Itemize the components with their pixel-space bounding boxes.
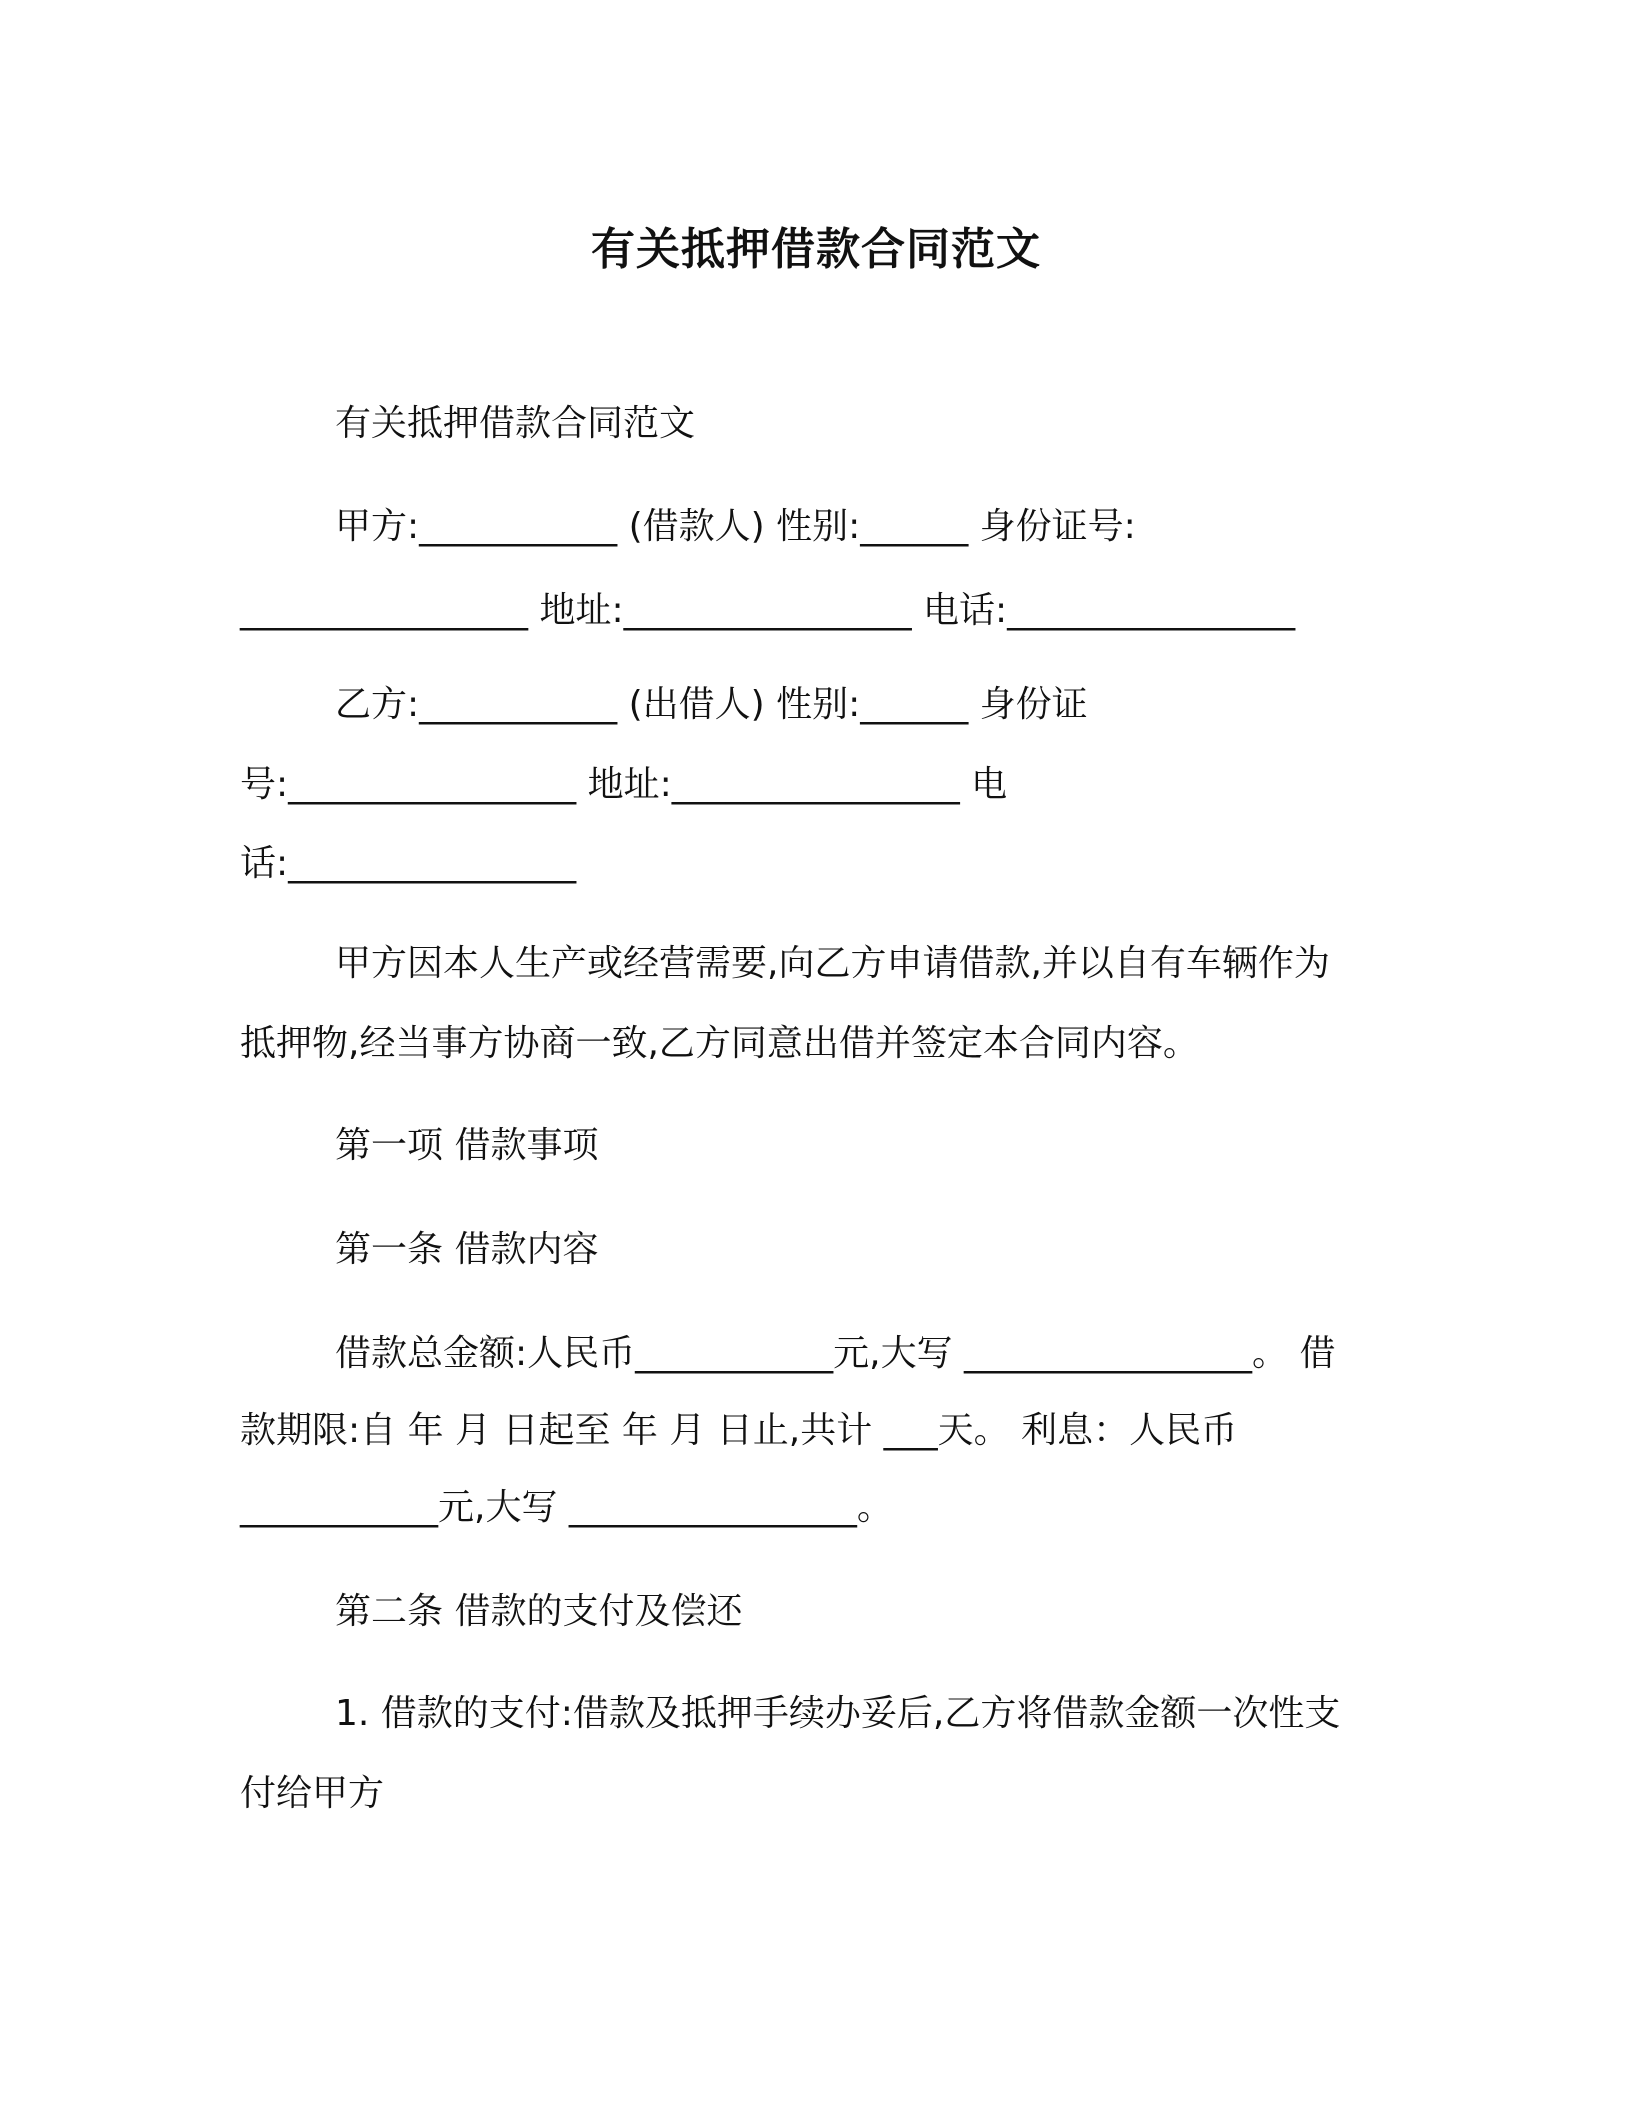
party-a-line-2: ________________ 地址:________________ 电话:________________ xyxy=(240,590,1296,631)
subtitle-line: 有关抵押借款合同范文 xyxy=(335,403,696,444)
party-b-line-3: 话:________________ xyxy=(240,843,577,884)
party-b-line-1: 乙方:___________ (出借人) 性别:______ 身份证 xyxy=(335,684,1088,725)
loan-amount-line-2: 款期限:自 年 月 日起至 年 月 日止,共计 ___天。 利息：人民币 xyxy=(240,1410,1238,1451)
article-heading-2: 第二条 借款的支付及偿还 xyxy=(335,1591,743,1632)
payment-clause-line-2: 付给甲方 xyxy=(240,1773,385,1814)
loan-amount-line-3: ___________元,大写 ________________。 xyxy=(240,1487,893,1528)
payment-clause-line-1: 1. 借款的支付:借款及抵押手续办妥后,乙方将借款金额一次性支 xyxy=(335,1693,1341,1734)
section-heading-1: 第一项 借款事项 xyxy=(335,1125,599,1166)
loan-amount-line-1: 借款总金额:人民币___________元,大写 ________________。 借 xyxy=(335,1333,1336,1374)
intro-paragraph-line-1: 甲方因本人生产或经营需要,向乙方申请借款,并以自有车辆作为 xyxy=(335,943,1330,984)
article-heading-1: 第一条 借款内容 xyxy=(335,1229,599,1270)
document-title: 有关抵押借款合同范文 xyxy=(591,224,1041,275)
party-b-line-2: 号:________________ 地址:________________ 电 xyxy=(240,764,1008,805)
party-a-line-1: 甲方:___________ (借款人) 性别:______ 身份证号: xyxy=(335,506,1136,547)
intro-paragraph-line-2: 抵押物,经当事方协商一致,乙方同意出借并签定本合同内容。 xyxy=(240,1023,1199,1064)
